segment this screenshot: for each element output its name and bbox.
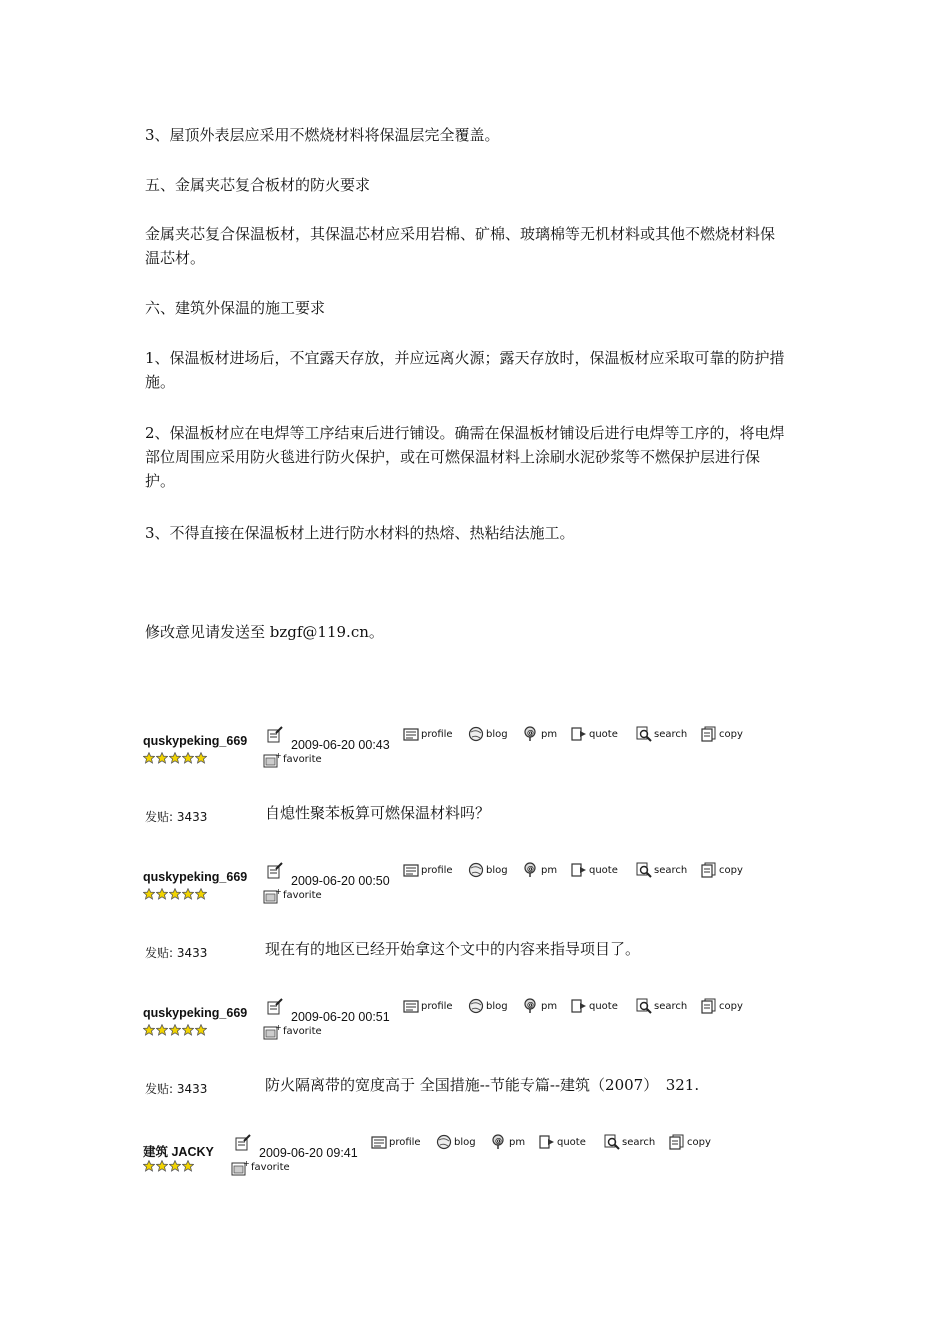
blog-button[interactable] — [436, 1133, 476, 1151]
quote-label: quote — [589, 864, 618, 876]
profile-icon — [403, 998, 419, 1014]
post-username[interactable]: quskypeking_669 — [143, 734, 248, 748]
copy-label: copy — [719, 864, 743, 876]
blog-button[interactable] — [468, 997, 508, 1015]
post-username[interactable]: quskypeking_669 — [143, 1006, 248, 1020]
post-timestamp: 2009-06-20 00:51 — [291, 1010, 390, 1024]
blog-button[interactable] — [468, 725, 508, 743]
copy-button[interactable] — [701, 725, 743, 743]
edit-post-icon[interactable] — [267, 862, 283, 879]
favorite-icon[interactable] — [263, 888, 281, 904]
star-icon — [195, 752, 207, 764]
star-icon — [182, 752, 194, 764]
star-icon — [182, 1160, 194, 1172]
copy-icon — [701, 726, 717, 742]
blog-label: blog — [454, 1136, 476, 1148]
copy-icon — [701, 862, 717, 878]
favorite-icon[interactable] — [263, 752, 281, 768]
search-button[interactable] — [636, 861, 687, 879]
search-button[interactable] — [636, 725, 687, 743]
rank-stars — [143, 1160, 194, 1172]
search-label: search — [654, 1000, 688, 1012]
copy-label: copy — [719, 728, 743, 740]
post-count: 发贴: 3433 — [145, 810, 208, 824]
pm-icon — [523, 998, 539, 1014]
star-icon — [195, 888, 207, 900]
star-icon — [169, 1160, 181, 1172]
rank-stars — [143, 752, 207, 764]
favorite-icon[interactable] — [263, 1024, 281, 1040]
quote-button[interactable] — [571, 861, 618, 879]
search-button[interactable] — [604, 1133, 655, 1151]
quote-button[interactable] — [539, 1133, 586, 1151]
star-icon — [143, 1160, 155, 1172]
post-content: 现在有的地区已经开始拿这个文中的内容来指导项目了。 — [265, 940, 641, 958]
star-icon — [143, 888, 155, 900]
profile-label: profile — [421, 1000, 453, 1012]
copy-icon — [669, 1134, 685, 1150]
blog-label: blog — [486, 728, 508, 740]
post-count: 发贴: 3433 — [145, 946, 208, 960]
search-icon — [636, 998, 652, 1014]
star-icon — [195, 1024, 207, 1036]
edit-post-icon[interactable] — [267, 998, 283, 1015]
post-timestamp: 2009-06-20 09:41 — [259, 1146, 358, 1160]
contact-line: 修改意见请发送至 bzgf@119.cn。 — [145, 623, 384, 641]
quote-button[interactable] — [571, 725, 618, 743]
quote-label: quote — [589, 728, 618, 740]
quote-icon — [571, 862, 587, 878]
post-content: 自熄性聚苯板算可燃保温材料吗？ — [265, 804, 491, 822]
post-username[interactable]: quskypeking_669 — [143, 870, 248, 884]
rank-stars — [143, 888, 207, 900]
star-icon — [169, 888, 181, 900]
heading-construction: 六、建筑外保温的施工要求 — [145, 299, 326, 317]
star-icon — [143, 1024, 155, 1036]
star-icon — [156, 1160, 168, 1172]
blog-button[interactable] — [468, 861, 508, 879]
profile-icon — [403, 862, 419, 878]
search-label: search — [622, 1136, 656, 1148]
blog-icon — [468, 998, 484, 1014]
post-timestamp: 2009-06-20 00:50 — [291, 874, 390, 888]
profile-button[interactable] — [371, 1133, 421, 1151]
profile-button[interactable] — [403, 997, 453, 1015]
search-icon — [636, 862, 652, 878]
star-icon — [143, 752, 155, 764]
copy-button[interactable] — [701, 861, 743, 879]
star-icon — [169, 1024, 181, 1036]
pm-icon — [491, 1134, 507, 1150]
pm-label: pm — [541, 728, 558, 740]
profile-icon — [371, 1134, 387, 1150]
heading-metal-panel: 五、金属夹芯复合板材的防火要求 — [145, 176, 371, 194]
star-icon — [169, 752, 181, 764]
favorite-link[interactable]: favorite — [283, 754, 322, 765]
pm-icon — [523, 862, 539, 878]
blog-label: blog — [486, 864, 508, 876]
blog-icon — [436, 1134, 452, 1150]
star-icon — [156, 888, 168, 900]
paragraph-roof-cover: 3、屋顶外表层应采用不燃烧材料将保温层完全覆盖。 — [145, 126, 500, 144]
paragraph-hot-melt: 3、不得直接在保温板材上进行防水材料的热熔、热粘结法施工。 — [145, 524, 575, 542]
blog-label: blog — [486, 1000, 508, 1012]
paragraph-storage: 1、保温板材进场后，不宜露天存放，并应远离火源；露天存放时，保温板材应采取可靠的防护措施。 — [145, 349, 785, 391]
star-icon — [156, 752, 168, 764]
post-timestamp: 2009-06-20 00:43 — [291, 738, 390, 752]
favorite-link[interactable]: favorite — [283, 890, 322, 901]
profile-icon — [403, 726, 419, 742]
quote-label: quote — [557, 1136, 586, 1148]
profile-button[interactable] — [403, 861, 453, 879]
copy-button[interactable] — [669, 1133, 711, 1151]
quote-icon — [571, 726, 587, 742]
pm-label: pm — [541, 864, 558, 876]
star-icon — [182, 888, 194, 900]
pm-label: pm — [541, 1000, 558, 1012]
profile-label: profile — [421, 864, 453, 876]
pm-button[interactable] — [491, 1133, 525, 1151]
favorite-icon[interactable] — [231, 1160, 249, 1176]
search-icon — [636, 726, 652, 742]
paragraph-metal-panel: 金属夹芯复合保温板材，其保温芯材应采用岩棉、矿棉、玻璃棉等无机材料或其他不燃烧材料保温芯材。 — [145, 225, 776, 267]
search-button[interactable] — [636, 997, 687, 1015]
rank-stars — [143, 1024, 207, 1036]
blog-icon — [468, 726, 484, 742]
post-count: 发贴: 3433 — [145, 1082, 208, 1096]
pm-button[interactable] — [523, 725, 557, 743]
post-username[interactable]: 建筑 JACKY — [143, 1145, 214, 1159]
search-icon — [604, 1134, 620, 1150]
copy-icon — [701, 998, 717, 1014]
favorite-link[interactable]: favorite — [251, 1162, 290, 1173]
pm-button[interactable] — [523, 997, 557, 1015]
copy-label: copy — [687, 1136, 711, 1148]
star-icon — [156, 1024, 168, 1036]
quote-icon — [571, 998, 587, 1014]
paragraph-welding: 2、保温板材应在电焊等工序结束后进行铺设。确需在保温板材铺设后进行电焊等工序的，将电焊部位周围应采用防火毯进行防火保护，或在可燃保温材料上涂刷水泥砂浆等不燃保护层进行保护。 — [145, 424, 785, 490]
search-label: search — [654, 728, 688, 740]
blog-icon — [468, 862, 484, 878]
profile-label: profile — [421, 728, 453, 740]
quote-icon — [539, 1134, 555, 1150]
favorite-link[interactable]: favorite — [283, 1026, 322, 1037]
star-icon — [182, 1024, 194, 1036]
post-content: 防火隔离带的宽度高于 全国措施--节能专篇--建筑（2007） 321. — [265, 1076, 700, 1094]
edit-post-icon[interactable] — [267, 726, 283, 743]
pm-label: pm — [509, 1136, 526, 1148]
profile-label: profile — [389, 1136, 421, 1148]
pm-icon — [523, 726, 539, 742]
quote-label: quote — [589, 1000, 618, 1012]
search-label: search — [654, 864, 688, 876]
pm-button[interactable] — [523, 861, 557, 879]
profile-button[interactable] — [403, 725, 453, 743]
quote-button[interactable] — [571, 997, 618, 1015]
copy-label: copy — [719, 1000, 743, 1012]
edit-post-icon[interactable] — [235, 1134, 251, 1151]
copy-button[interactable] — [701, 997, 743, 1015]
